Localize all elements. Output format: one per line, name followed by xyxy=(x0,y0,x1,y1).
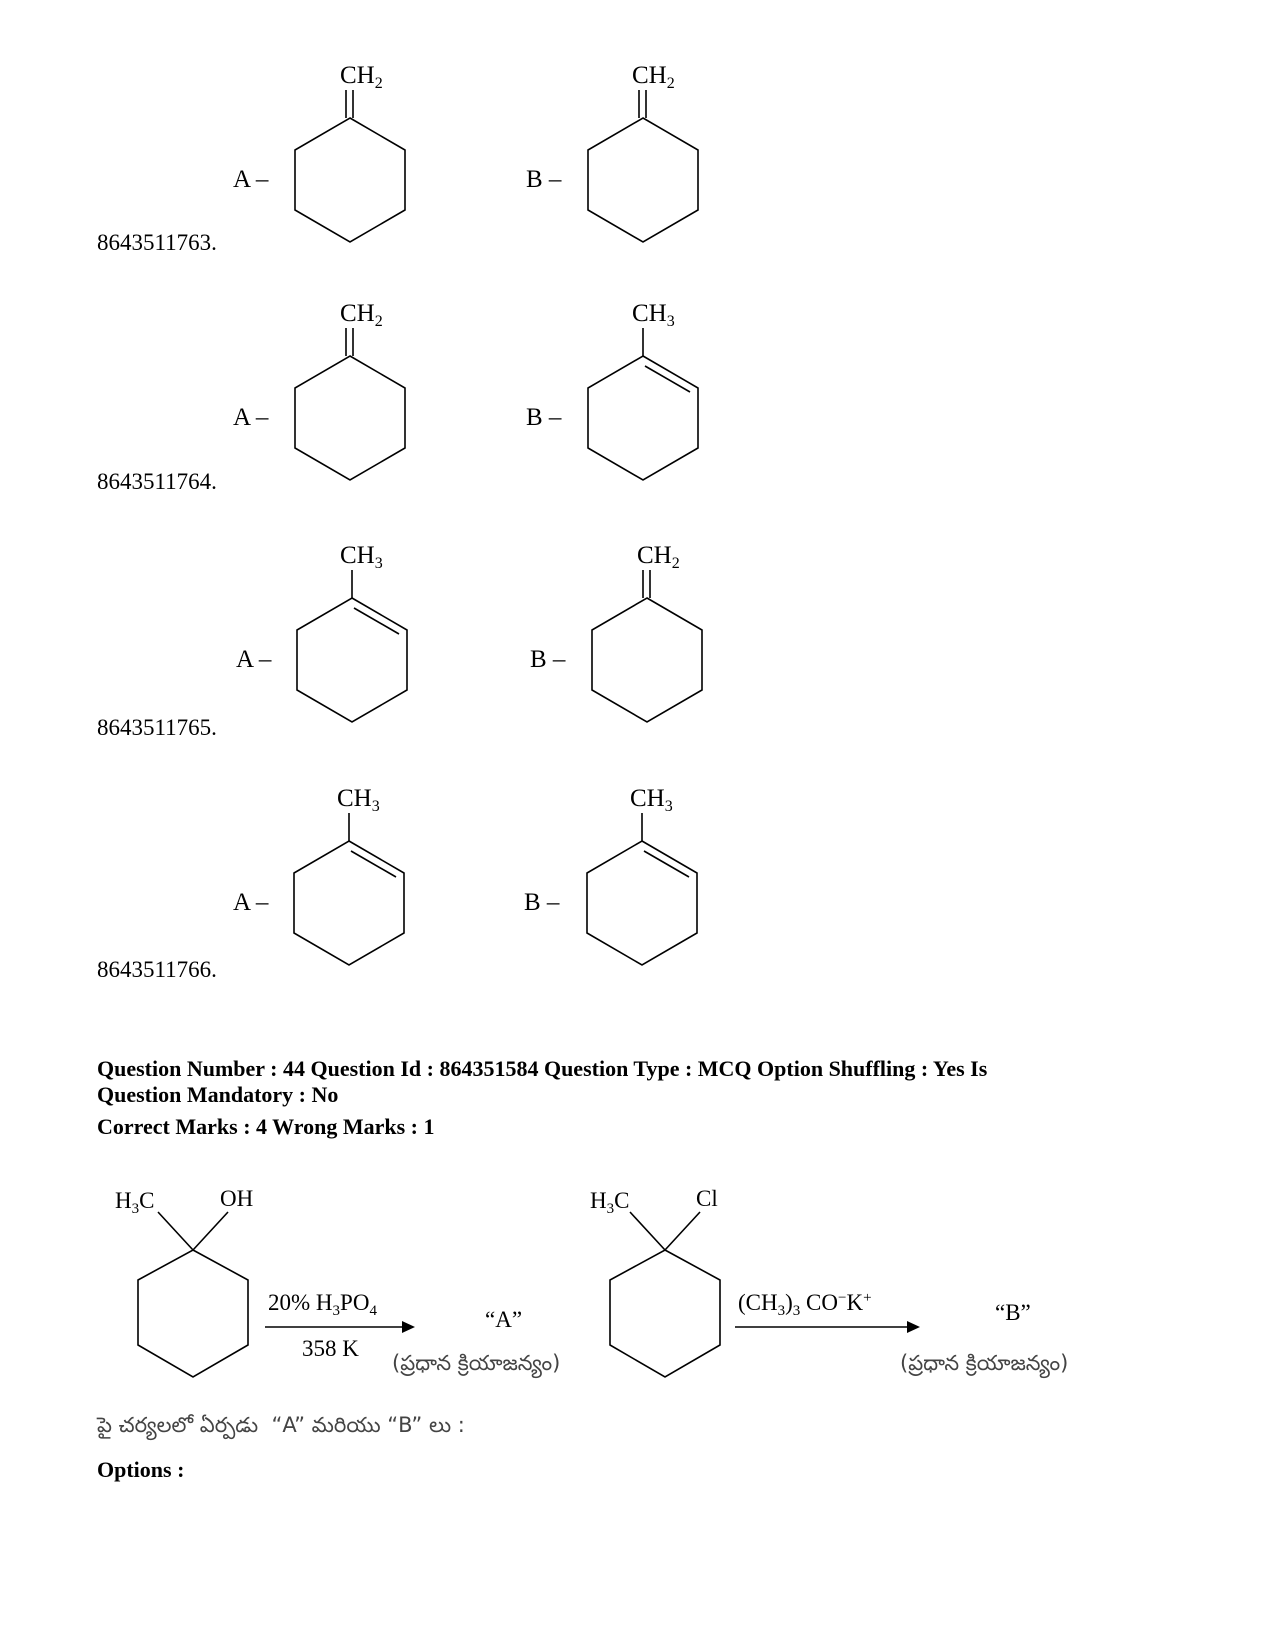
cyclohexene-ring xyxy=(588,356,698,480)
option-b-structure xyxy=(525,535,725,735)
oh-label: OH xyxy=(220,1186,254,1211)
question-header xyxy=(97,1056,1197,1140)
ch3-label: $CH_3$ xyxy=(632,300,675,330)
ch3-label: $CH_3$ xyxy=(630,785,673,815)
cyclohexane-ring xyxy=(295,356,405,480)
ch3-label: $CH_3$ xyxy=(340,542,383,572)
option-id: 8643511766. xyxy=(97,957,217,982)
ch2-label: $CH_2$ xyxy=(340,300,383,330)
b-label: B – xyxy=(530,646,566,673)
cyclohexene-ring xyxy=(294,841,404,965)
product-b: “B” xyxy=(995,1300,1031,1325)
question-header-line1: Question Number : 44 Question Id : 864351584 Question Type : MCQ Option Shuffling : Yes Is xyxy=(97,1056,988,1081)
h3c-label: $H_3C$ xyxy=(115,1188,155,1217)
condition-1: 358 K xyxy=(302,1336,359,1361)
h3c-label: $H_3C$ xyxy=(590,1188,630,1217)
option-a-structure xyxy=(225,293,425,493)
option-a-structure xyxy=(228,535,428,735)
options-label: Options : xyxy=(97,1457,185,1482)
cyclohexane-ring xyxy=(592,598,702,722)
option-a-structure xyxy=(225,778,425,978)
question-header-line2: Question Mandatory : No xyxy=(97,1082,339,1107)
option-id: 8643511765. xyxy=(97,715,217,740)
cyclohexane-ring xyxy=(138,1250,248,1377)
product-a-note: (ప్రధాన క్రియాజన్యం) xyxy=(392,1351,561,1375)
option-id: 8643511763. xyxy=(97,230,217,255)
ch2-label: $CH_2$ xyxy=(340,62,383,92)
ch2-label: $CH_2$ xyxy=(632,62,675,92)
a-label: A – xyxy=(233,404,269,431)
question-stem: పై చర్యలలో ఏర్పడు “A” మరియు “B” లు : xyxy=(97,1413,465,1437)
ch2-label: $CH_2$ xyxy=(637,542,680,572)
option-b-structure xyxy=(520,55,720,255)
cyclohexane-ring xyxy=(610,1250,720,1377)
a-label: A – xyxy=(236,646,272,673)
question-marks: Correct Marks : 4 Wrong Marks : 1 xyxy=(97,1114,435,1139)
a-label: A – xyxy=(233,889,269,916)
b-label: B – xyxy=(524,889,560,916)
b-label: B – xyxy=(526,166,562,193)
ch3-label: $CH_3$ xyxy=(337,785,380,815)
option-a-structure xyxy=(225,55,425,255)
cyclohexene-ring xyxy=(587,841,697,965)
reagent-2: $(CH_3)_3$ CO−K+ xyxy=(738,1290,872,1319)
option-b-structure xyxy=(520,293,720,493)
cyclohexane-ring xyxy=(295,118,405,242)
product-b-note: (ప్రధాన క్రియాజన్యం) xyxy=(900,1351,1069,1375)
cyclohexene-ring xyxy=(297,598,407,722)
reaction-scheme xyxy=(100,1180,1160,1400)
option-id: 8643511764. xyxy=(97,469,217,494)
b-label: B – xyxy=(526,404,562,431)
option-b-structure xyxy=(518,778,718,978)
reagent-1: 20% $H_3PO_4$ xyxy=(268,1290,377,1319)
product-a: “A” xyxy=(485,1307,523,1332)
cl-label: Cl xyxy=(696,1186,718,1211)
a-label: A – xyxy=(233,166,269,193)
cyclohexane-ring xyxy=(588,118,698,242)
